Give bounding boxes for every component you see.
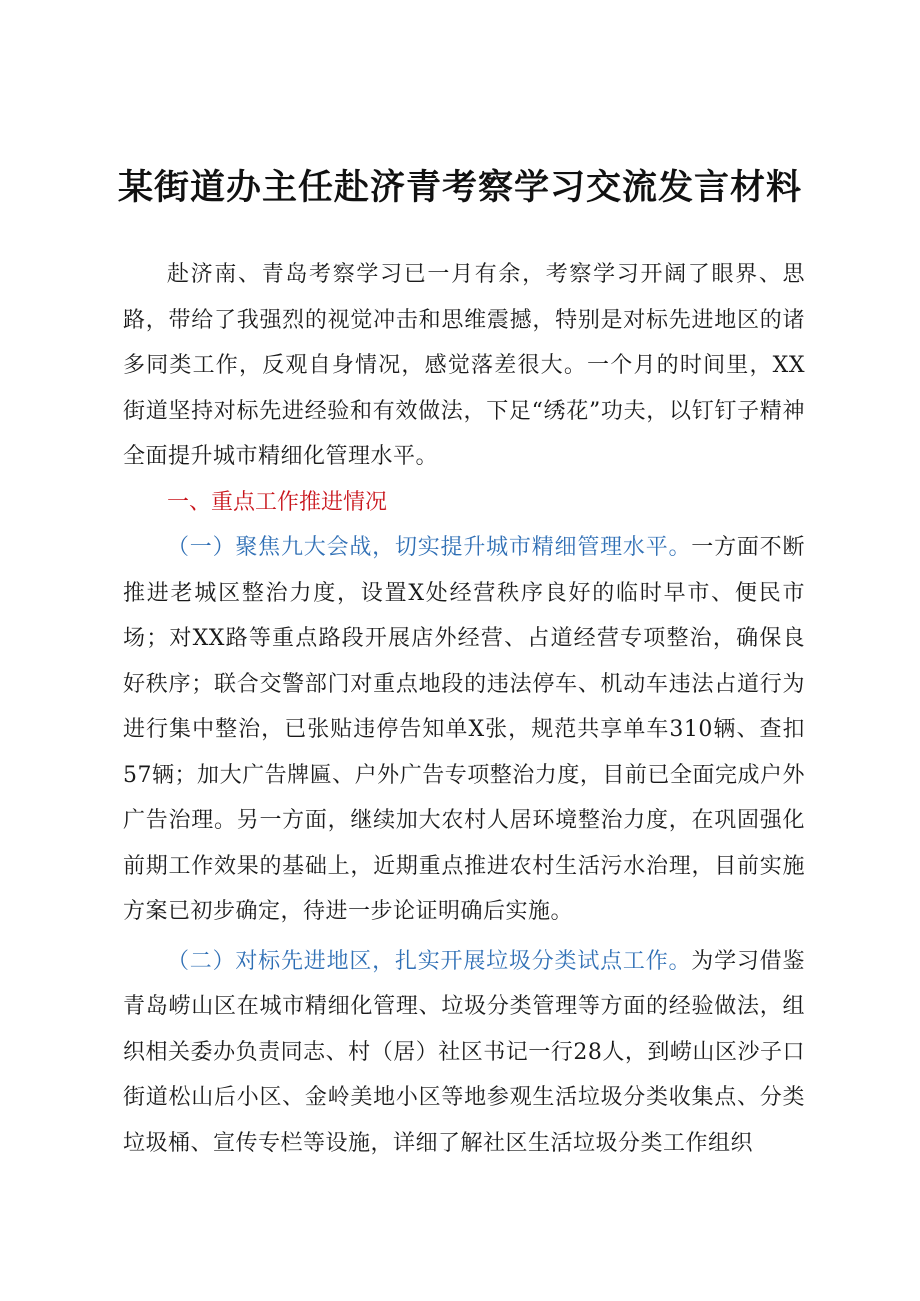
item-2-paragraph [123, 939, 805, 1167]
item-1-paragraph [123, 525, 805, 935]
item-2-lead: （二）对标先进地区，扎实开展垃圾分类试点工作。 [167, 948, 692, 974]
section-heading: 一、重点工作推进情况 [167, 489, 388, 515]
document-body [123, 252, 805, 1166]
document-title: 某街道办主任赴济青考察学习交流发言材料 [117, 168, 802, 208]
item-2-text: 为学习借鉴青岛崂山区在城市精细化管理、垃圾分类管理等方面的经验做法，组织相关委办负责同志、村（居）社区书记一行28人，到崂山区沙子口街道松山后小区、金岭美地小区等地参观生活垃圾分类收集点、分类垃圾桶、宣传专栏等设施，详细了解社区生活垃圾分类工作组织 [123, 948, 805, 1156]
item-1-lead: （一）聚焦九大会战，切实提升城市精细管理水平。 [167, 535, 692, 560]
intro-paragraph: 赴济南、青岛考察学习已一月有余，考察学习开阔了眼界、思路，带给了我强烈的视觉冲击和思维震撼，特别是对标先进地区的诸多同类工作，反观自身情况，感觉落差很大。一个月的时间里，XX街道坚持对标先进经验和有效做法，下足“绣花”功夫，以钉钉子精神全面提升城市精细化管理水平。 [123, 262, 805, 469]
item-1-text: 一方面不断推进老城区整治力度，设置X处经营秩序良好的临时早市、便民市场；对XX路等重点路段开展店外经营、占道经营专项整治，确保良好秩序；联合交警部门对重点地段的违法停车、机动车违法占道行为进行集中整治，已张贴违停告知单X张，规范共享单车310辆、查扣57辆；加大广告牌匾、户外广告专项整治力度，目前已全面完成户外广告治理。另一方面，继续加大农村人居环境整治力度，在巩固强化前期工作效果的基础上，近期重点推进农村生活污水治理，目前实施方案已初步确定，待进一步论证明确后实施。 [123, 535, 805, 924]
